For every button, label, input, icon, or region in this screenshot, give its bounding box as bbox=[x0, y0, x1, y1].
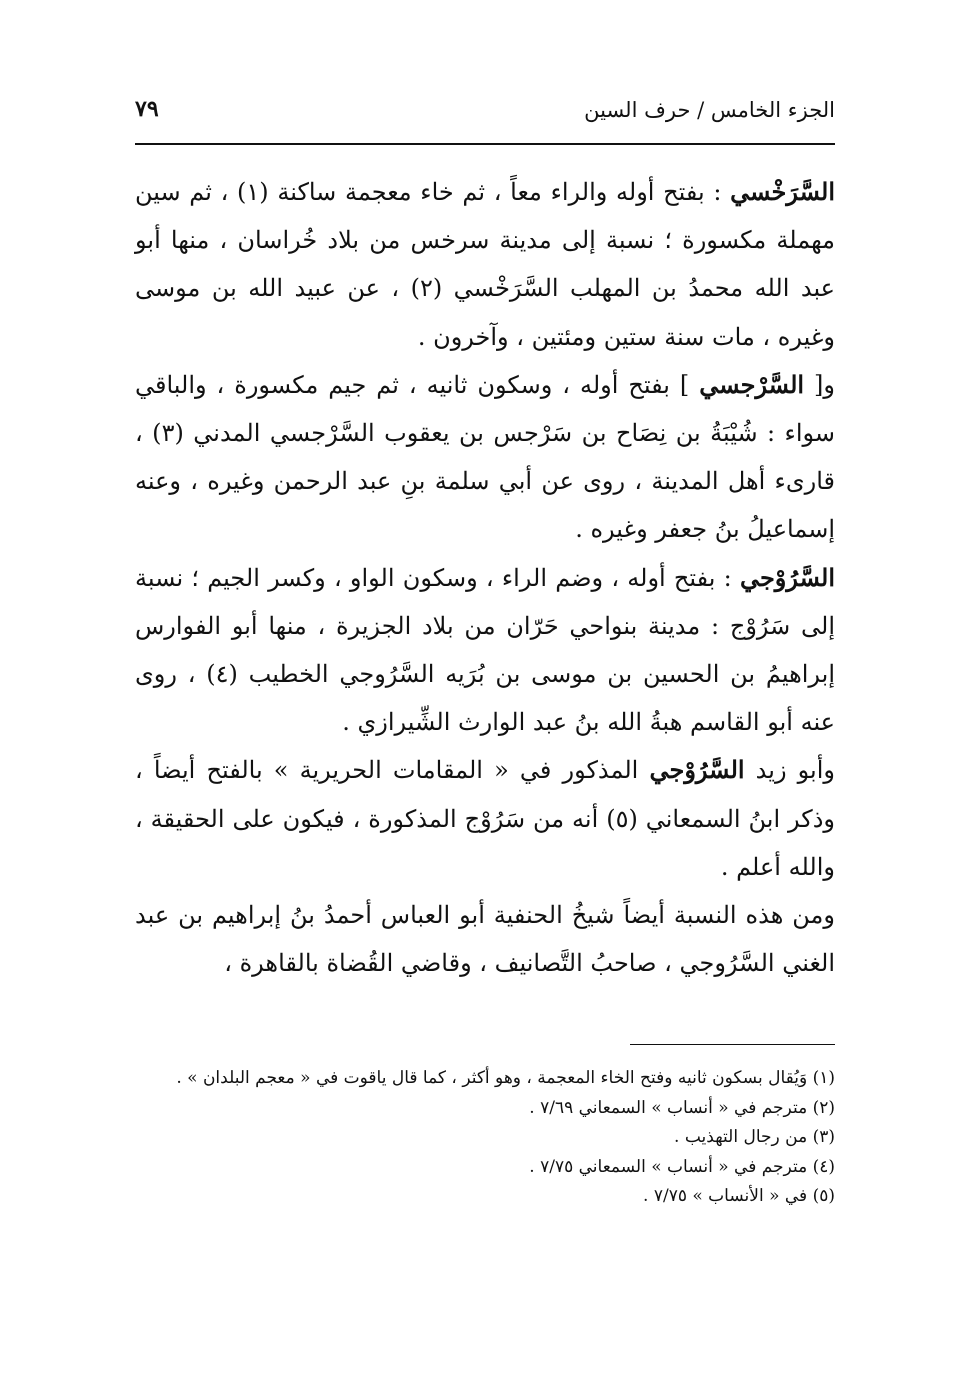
footnote-4: (٤) مترجم في « أنساب » السمعاني ٧/٧٥ . bbox=[529, 1156, 835, 1177]
entry-heading: السَّرُوْجي bbox=[739, 562, 835, 592]
footnote-3: (٣) من رجال التهذيب . bbox=[674, 1127, 835, 1148]
page-number: ٧٩ bbox=[135, 96, 159, 122]
paragraph-lead: وأبو زيد bbox=[744, 756, 835, 785]
entry-prefix: و[ bbox=[804, 370, 835, 399]
paragraph-hanafi-shaykh bbox=[135, 891, 835, 987]
footnote-2: (٢) مترجم في « أنساب » السمعاني ٧/٦٩ . bbox=[529, 1097, 835, 1118]
entry-sarakhsi bbox=[135, 168, 835, 361]
entry-heading: السَّرْجسي bbox=[699, 369, 805, 399]
paragraph-abu-zayd bbox=[135, 746, 835, 891]
footnotes bbox=[135, 1064, 835, 1212]
running-title: الجزء الخامس / حرف السين bbox=[584, 98, 835, 122]
entry-text: : بفتح أوله ، وضم الراء ، وسكون الواو ، وكسر الجيم ؛ نسبة إلى سَرُوْج : مدينة بنواحي حَرّان من بلاد الجزيرة ، منها أبو الفوارس إبراهيمُ بن الحسين بن موسى بن بُرَيه السَّرُوجي الخطيب (٤) ، روى عنه أبو القاسم هبةُ الله بنُ عبد الوارث الشِّيرازي . bbox=[135, 563, 835, 737]
entry-heading: السَّرُوْجي bbox=[649, 755, 745, 785]
footnote-5: (٥) في « الأنساب » ٧/٧٥ . bbox=[643, 1186, 835, 1207]
entry-heading: السَّرَخْسي bbox=[730, 177, 835, 206]
entry-text: : بفتح أوله والراء معاً ، ثم خاء معجمة ساكنة (١) ، ثم سين مهملة مكسورة ؛ نسبة إلى مدينة سرخس من بلاد خُراسان ، منها أبو عبد الله محمدُ بن المهلب السَّرَخْسي (٢) ، عن عبيد الله بن موسى وغيره ، مات سنة ستين ومئتين ، وآخرون . bbox=[135, 178, 836, 351]
paragraph-text: ومن هذه النسبة أيضاً شيخُ الحنفية أبو العباس أحمدُ بنُ إبراهيم بن عبد الغني السَّرُوجي ، صاحبُ التَّصانيف ، وقاضي القُضاة بالقاهرة ، bbox=[135, 901, 835, 978]
footnote-1: (١) وَيُقال بسكون ثانيه وفتح الخاء المعجمة ، وهو أكثر ، كما قال ياقوت في « معجم البلدان » . bbox=[176, 1068, 835, 1088]
header-divider bbox=[135, 143, 835, 145]
main-text bbox=[135, 168, 835, 987]
entry-sarjisi bbox=[135, 361, 835, 554]
footnote-divider bbox=[630, 1044, 835, 1045]
entry-text: ] بفتح أوله ، وسكون ثانيه ، ثم جيم مكسورة ، والباقي سواء : شُيْبَةُ بن نِصَاح بن سَرْجس بن يعقوب السَّرْجسي المدني (٣) ، قارىء أهل المدينة ، روى عن أبي سلمة بنِ عبد الرحمن وغيره ، وعنه إسماعيلُ بنُ جعفر وغيره . bbox=[135, 370, 835, 544]
paragraph-text: المذكور في « المقامات الحريرية » بالفتح أيضاً ، وذكر ابنُ السمعاني (٥) أنه من سَرُوْج المذكورة ، فيكون على الحقيقة ، والله أعلم . bbox=[135, 756, 836, 881]
entry-saruji bbox=[135, 554, 835, 747]
page-header bbox=[135, 90, 835, 130]
